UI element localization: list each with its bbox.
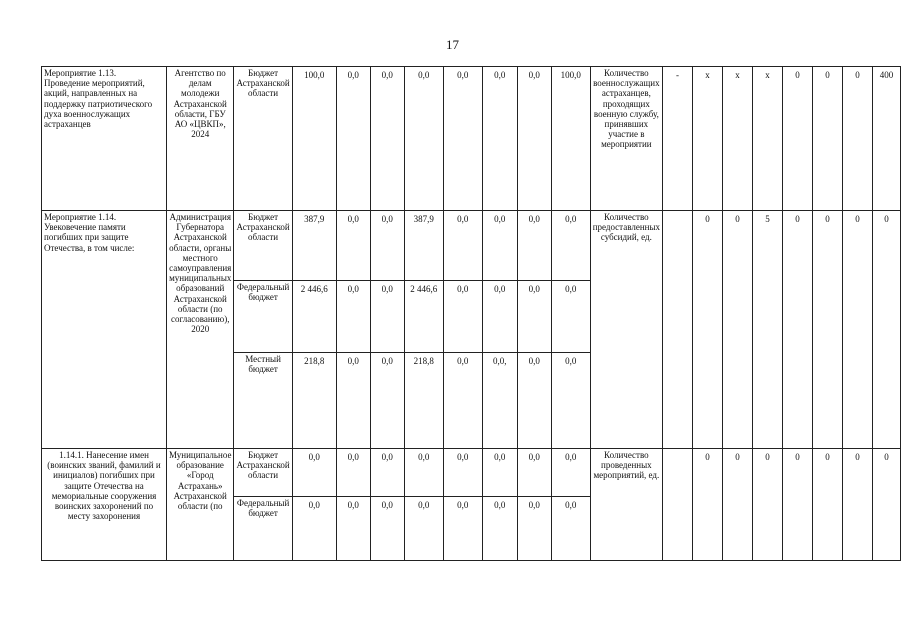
indicator-value-cell bbox=[663, 211, 693, 449]
value-cell: 387,9 bbox=[292, 211, 336, 281]
executor-cell: Администрация Губернатора Астраханской области, органы местного самоуправления муниципальных образований Астраханской области (по согласованию), 2020 bbox=[167, 211, 234, 449]
funding-source-cell: Федеральный бюджет bbox=[234, 281, 292, 353]
value-cell: 0,0 bbox=[404, 497, 443, 561]
indicator-value-cell: - bbox=[663, 67, 693, 211]
executor-cell: Агентство по делам молодежи Астраханской области, ГБУ АО «ЦВКП», 2024 bbox=[167, 67, 234, 211]
value-cell: 0,0, bbox=[482, 353, 517, 449]
value-cell: 0,0 bbox=[517, 67, 551, 211]
indicator-value-cell: 0 bbox=[723, 211, 753, 449]
table-row-activity-1-14 bbox=[42, 211, 901, 281]
value-cell: 387,9 bbox=[404, 211, 443, 281]
value-cell: 0,0 bbox=[292, 449, 336, 497]
indicator-value-cell: 0 bbox=[873, 211, 901, 449]
indicator-value-cell: 0 bbox=[813, 211, 843, 449]
value-cell: 0,0 bbox=[443, 281, 482, 353]
value-cell: 0,0 bbox=[336, 211, 370, 281]
value-cell: 0,0 bbox=[443, 67, 482, 211]
value-cell: 0,0 bbox=[551, 449, 590, 497]
value-cell: 0,0 bbox=[370, 67, 404, 211]
value-cell: 100,0 bbox=[292, 67, 336, 211]
value-cell: 0,0 bbox=[482, 67, 517, 211]
value-cell: 0,0 bbox=[370, 281, 404, 353]
indicator-value-cell: 0 bbox=[783, 67, 813, 211]
indicator-value-cell: х bbox=[693, 67, 723, 211]
value-cell: 0,0 bbox=[370, 353, 404, 449]
indicator-value-cell: 0 bbox=[783, 211, 813, 449]
value-cell: 0,0 bbox=[443, 449, 482, 497]
value-cell: 0,0 bbox=[482, 211, 517, 281]
funding-source-cell: Местный бюджет bbox=[234, 353, 292, 449]
value-cell: 0,0 bbox=[482, 497, 517, 561]
value-cell: 0,0 bbox=[336, 497, 370, 561]
value-cell: 0,0 bbox=[482, 281, 517, 353]
indicator-cell: Количество предоставленных субсидий, ед. bbox=[590, 211, 662, 449]
value-cell: 0,0 bbox=[443, 497, 482, 561]
value-cell: 0,0 bbox=[370, 211, 404, 281]
value-cell: 2 446,6 bbox=[404, 281, 443, 353]
indicator-value-cell: 0 bbox=[843, 449, 873, 561]
funding-source-cell: Бюджет Астраханской области bbox=[234, 449, 292, 497]
value-cell: 0,0 bbox=[517, 449, 551, 497]
value-cell: 0,0 bbox=[404, 449, 443, 497]
indicator-value-cell: х bbox=[753, 67, 783, 211]
value-cell: 0,0 bbox=[443, 211, 482, 281]
value-cell: 0,0 bbox=[551, 353, 590, 449]
funding-source-cell: Бюджет Астраханской области bbox=[234, 211, 292, 281]
table-row-activity-1-14-1 bbox=[42, 449, 901, 497]
value-cell: 0,0 bbox=[517, 211, 551, 281]
executor-cell: Муниципальное образование «Город Астрахань» Астраханской области (по bbox=[167, 449, 234, 561]
value-cell: 0,0 bbox=[292, 497, 336, 561]
value-cell: 0,0 bbox=[370, 449, 404, 497]
indicator-value-cell: х bbox=[723, 67, 753, 211]
funding-source-cell: Бюджет Астраханской области bbox=[234, 67, 292, 211]
page-number: 17 bbox=[446, 37, 459, 52]
indicator-value-cell: 0 bbox=[723, 449, 753, 561]
table-row-activity-1-13 bbox=[42, 67, 901, 211]
value-cell: 0,0 bbox=[336, 67, 370, 211]
indicator-value-cell: 0 bbox=[693, 211, 723, 449]
funding-source-cell: Федеральный бюджет bbox=[234, 497, 292, 561]
value-cell: 0,0 bbox=[336, 353, 370, 449]
indicator-cell: Количество военнослужащих астраханцев, проходящих военную службу, принявших участие в мероприятии bbox=[590, 67, 662, 211]
value-cell: 0,0 bbox=[551, 211, 590, 281]
value-cell: 0,0 bbox=[551, 281, 590, 353]
activity-name-cell: 1.14.1. Нанесение имен (воинских званий, фамилий и инициалов) погибших при защите Отечества на мемориальные сооружения воинских захоронений по месту захоронения bbox=[42, 449, 167, 561]
value-cell: 0,0 bbox=[551, 497, 590, 561]
value-cell: 0,0 bbox=[482, 449, 517, 497]
value-cell: 0,0 bbox=[517, 353, 551, 449]
indicator-value-cell: 0 bbox=[873, 449, 901, 561]
indicator-value-cell bbox=[663, 449, 693, 561]
value-cell: 2 446,6 bbox=[292, 281, 336, 353]
indicator-value-cell: 0 bbox=[753, 449, 783, 561]
indicator-cell: Количество проведенных мероприятий, ед. bbox=[590, 449, 662, 561]
value-cell: 0,0 bbox=[370, 497, 404, 561]
indicator-value-cell: 0 bbox=[813, 449, 843, 561]
value-cell: 0,0 bbox=[517, 281, 551, 353]
value-cell: 0,0 bbox=[517, 497, 551, 561]
value-cell: 100,0 bbox=[551, 67, 590, 211]
indicator-value-cell: 5 bbox=[753, 211, 783, 449]
activity-name-cell: Мероприятие 1.14. Увековечение памяти погибших при защите Отечества, в том числе: bbox=[42, 211, 167, 449]
indicator-value-cell: 0 bbox=[783, 449, 813, 561]
value-cell: 0,0 bbox=[336, 449, 370, 497]
indicator-value-cell: 0 bbox=[843, 211, 873, 449]
program-activities-table bbox=[41, 66, 901, 561]
value-cell: 218,8 bbox=[292, 353, 336, 449]
value-cell: 0,0 bbox=[336, 281, 370, 353]
indicator-value-cell: 0 bbox=[813, 67, 843, 211]
value-cell: 218,8 bbox=[404, 353, 443, 449]
indicator-value-cell: 0 bbox=[843, 67, 873, 211]
value-cell: 0,0 bbox=[443, 353, 482, 449]
value-cell: 0,0 bbox=[404, 67, 443, 211]
activity-name-cell: Мероприятие 1.13. Проведение мероприятий, акций, направленных на поддержку патриотического духа военнослужащих астраханцев bbox=[42, 67, 167, 211]
indicator-value-cell: 400 bbox=[873, 67, 901, 211]
indicator-value-cell: 0 bbox=[693, 449, 723, 561]
